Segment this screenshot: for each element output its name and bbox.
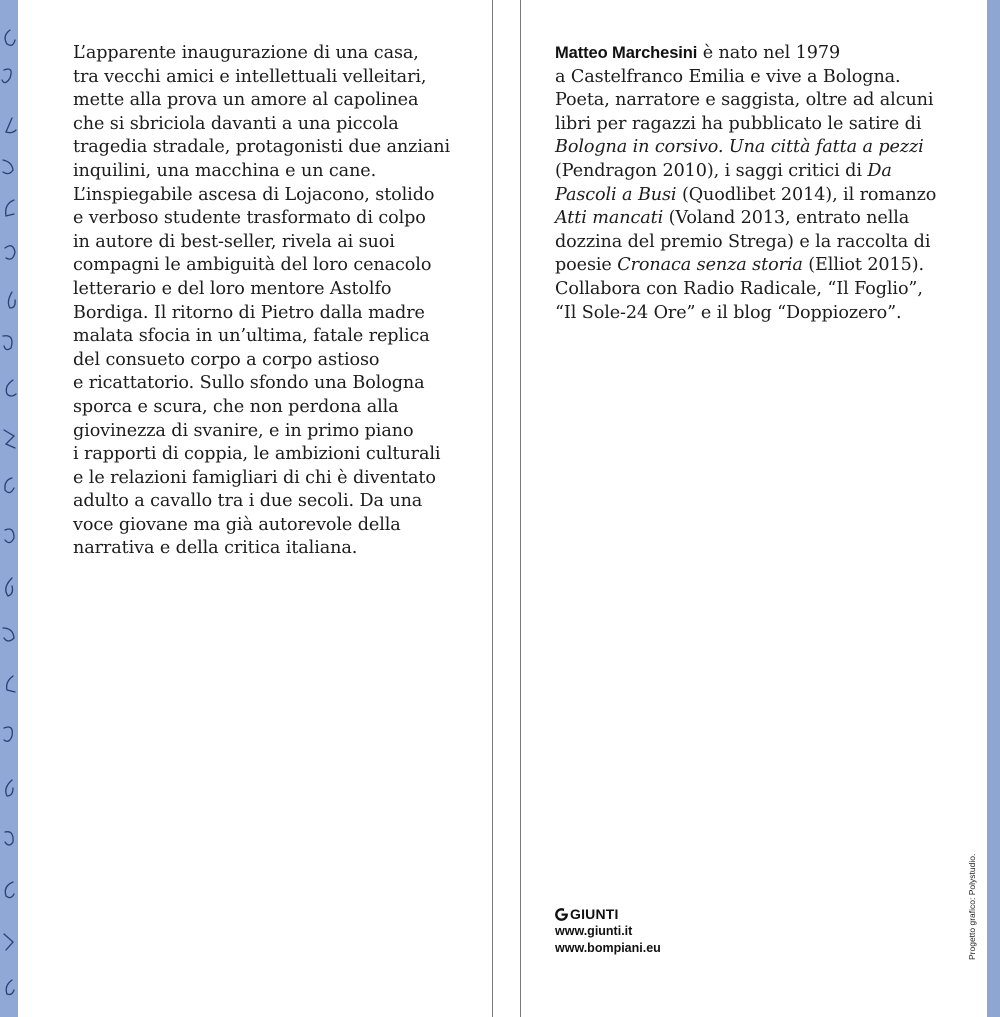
blurb-line: mette alla prova un amore al capolinea bbox=[73, 90, 419, 111]
publisher-block bbox=[555, 905, 661, 956]
blurb-line: tragedia stradale, protagonisti due anziani bbox=[73, 137, 451, 158]
blurb-line: e ricattatorio. Sullo sfondo una Bologna bbox=[73, 373, 425, 394]
giunti-g-icon bbox=[555, 908, 568, 921]
bio-line: Bologna in corsivo. Una città fatta a pezzi bbox=[555, 137, 924, 158]
blurb-line: del consueto corpo a corpo astioso bbox=[73, 349, 380, 370]
author-name: Matteo Marchesini bbox=[555, 44, 698, 62]
fold-line-right bbox=[520, 0, 521, 1017]
blurb-line: in autore di best-seller, rivela ai suoi bbox=[73, 231, 395, 252]
decorative-script-strip bbox=[0, 0, 18, 1017]
blurb-line: narrativa e della critica italiana. bbox=[73, 538, 358, 559]
bio-line: libri per ragazzi ha pubblicato le satire di bbox=[555, 113, 922, 134]
bio-line: Pascoli a Busi (Quodlibet 2014), il romanzo bbox=[555, 184, 937, 205]
blurb-line: i rapporti di coppia, le ambizioni culturali bbox=[73, 444, 441, 465]
bio-line: Collabora con Radio Radicale, “Il Foglio”, bbox=[555, 278, 923, 299]
blurb-line: L’apparente inaugurazione di una casa, bbox=[73, 43, 419, 63]
blurb-line: compagni le ambiguità del loro cenacolo bbox=[73, 255, 432, 276]
bio-line: Matteo Marchesini è nato nel 1979 bbox=[555, 43, 841, 63]
blurb-line: che si sbriciola davanti a una piccola bbox=[73, 113, 399, 134]
bio-line: poesie Cronaca senza storia (Elliot 2015). bbox=[555, 255, 924, 276]
blurb-line: Bordiga. Il ritorno di Pietro dalla madre bbox=[73, 302, 425, 323]
blurb-line: giovinezza di svanire, e in primo piano bbox=[73, 420, 414, 441]
blurb-line: adulto a cavallo tra i due secoli. Da una bbox=[73, 491, 423, 512]
bio-line: a Castelfranco Emilia e vive a Bologna. bbox=[555, 66, 901, 87]
blurb-line: inquilini, una macchina e un cane. bbox=[73, 160, 377, 181]
fold-gutter bbox=[493, 0, 520, 1017]
blurb-line: voce giovane ma già autorevole della bbox=[73, 514, 401, 535]
blurb-line: e verboso studente trasformato di colpo bbox=[73, 208, 426, 229]
bio-line: (Pendragon 2010), i saggi critici di Da bbox=[555, 160, 892, 181]
blurb-line: malata sfocia in un’ultima, fatale replica bbox=[73, 326, 430, 347]
blurb-line: e le relazioni famigliari di chi è diventato bbox=[73, 467, 436, 488]
bio-line: “Il Sole-24 Ore” e il blog “Doppiozero”. bbox=[555, 302, 902, 323]
author-bio bbox=[555, 42, 965, 325]
bompiani-website-link[interactable]: www.bompiani.eu bbox=[555, 940, 661, 955]
giunti-logo: GIUNTI bbox=[555, 905, 661, 923]
handwriting-decoration-icon bbox=[0, 0, 18, 1017]
bio-line: Atti mancati (Voland 2013, entrato nella bbox=[555, 208, 910, 229]
blurb-line: L’inspiegabile ascesa di Lojacono, stolido bbox=[73, 184, 435, 205]
blurb-line: letterario e del loro mentore Astolfo bbox=[73, 278, 392, 299]
giunti-website-link[interactable]: www.giunti.it bbox=[555, 924, 633, 938]
right-color-strip bbox=[987, 0, 1000, 1017]
bio-line: Poeta, narratore e saggista, oltre ad alcuni bbox=[555, 90, 934, 111]
blurb-line: tra vecchi amici e intellettuali velleitari, bbox=[73, 66, 427, 87]
blurb-text bbox=[73, 42, 473, 561]
design-credit: Progetto grafico: Polystudio. bbox=[967, 853, 977, 960]
bio-line: dozzina del premio Strega) e la raccolta di bbox=[555, 231, 931, 252]
blurb-line: sporca e scura, che non perdona alla bbox=[73, 396, 399, 417]
